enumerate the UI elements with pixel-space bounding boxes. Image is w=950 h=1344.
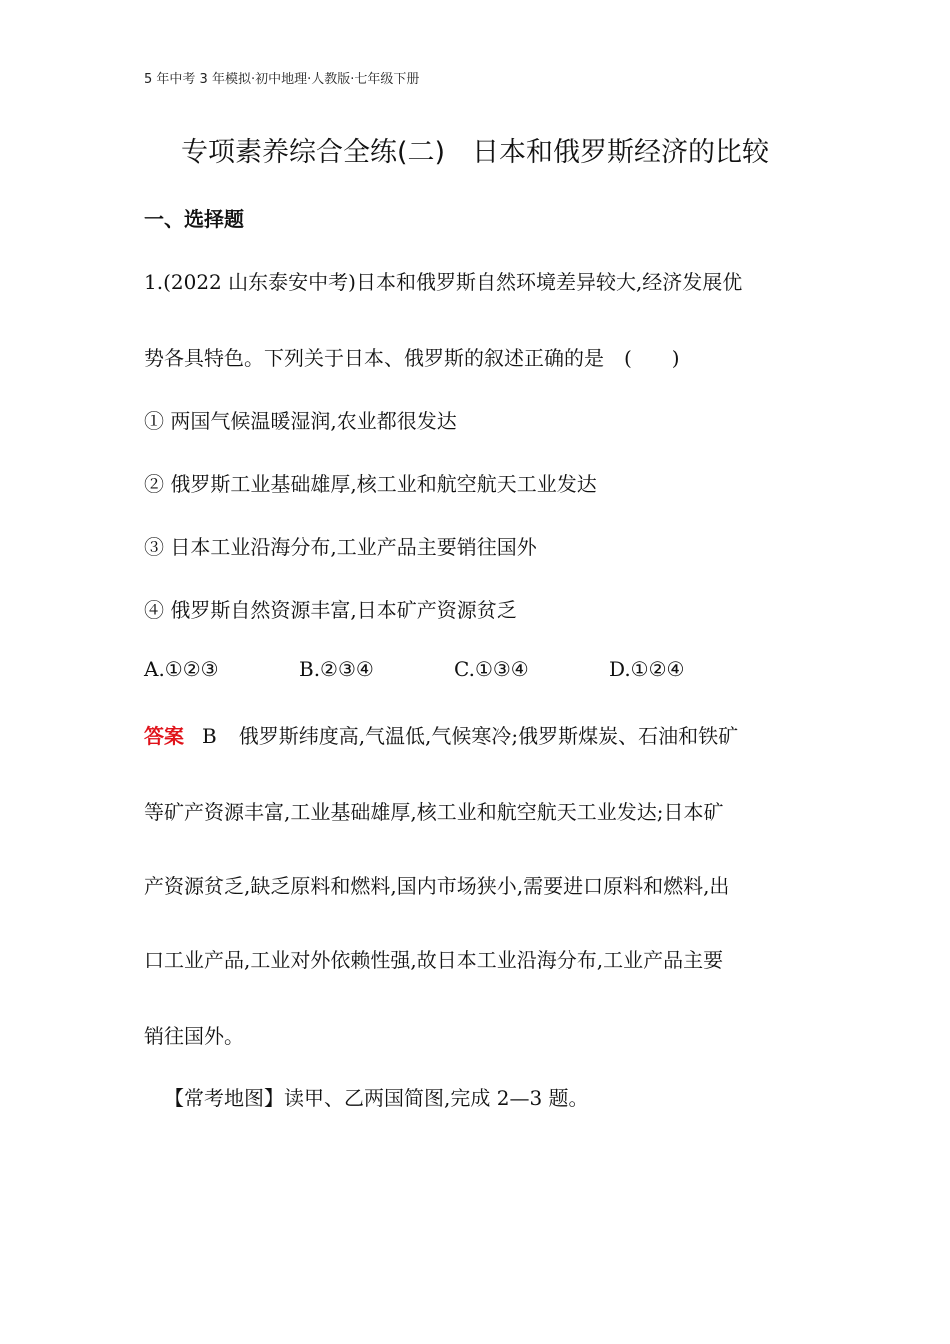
option-b: B.②③④: [299, 657, 374, 681]
map-question-intro: 【常考地图】读甲、乙两国简图,完成 2—3 题。: [164, 1086, 589, 1110]
answer-line-2: 等矿产资源丰富,工业基础雄厚,核工业和航空航天工业发达;日本矿: [144, 800, 724, 824]
answer-explanation-1: 俄罗斯纬度高,气温低,气候寒冷;俄罗斯煤炭、石油和铁矿: [238, 724, 739, 748]
statement-3: ③ 日本工业沿海分布,工业产品主要销往国外: [144, 535, 537, 559]
question-line-1: 1.(2022 山东泰安中考)日本和俄罗斯自然环境差异较大,经济发展优: [144, 270, 743, 294]
option-d: D.①②④: [609, 657, 685, 681]
page-title: 专项素养综合全练(二) 日本和俄罗斯经济的比较: [180, 137, 770, 168]
option-c: C.①③④: [454, 657, 529, 681]
answer-options: [144, 657, 684, 681]
question-line-2: 势各具特色。下列关于日本、俄罗斯的叙述正确的是 ( ): [144, 346, 680, 370]
statement-4: ④ 俄罗斯自然资源丰富,日本矿产资源贫乏: [144, 598, 517, 622]
answer-line-1: [144, 720, 738, 749]
answer-label: 答案: [144, 724, 184, 748]
section-heading: 一、选择题: [144, 207, 244, 231]
answer-line-3: 产资源贫乏,缺乏原料和燃料,国内市场狭小,需要进口原料和燃料,出: [144, 874, 730, 898]
statement-2: ② 俄罗斯工业基础雄厚,核工业和航空航天工业发达: [144, 472, 597, 496]
option-a: A.①②③: [144, 657, 219, 681]
statement-1: ① 两国气候温暖湿润,农业都很发达: [144, 409, 457, 433]
running-header: 5 年中考 3 年模拟·初中地理·人教版·七年级下册: [144, 72, 420, 87]
answer-line-5: 销往国外。: [144, 1024, 244, 1048]
answer-choice: B: [202, 724, 217, 748]
answer-line-4: 口工业产品,工业对外依赖性强,故日本工业沿海分布,工业产品主要: [144, 948, 724, 972]
